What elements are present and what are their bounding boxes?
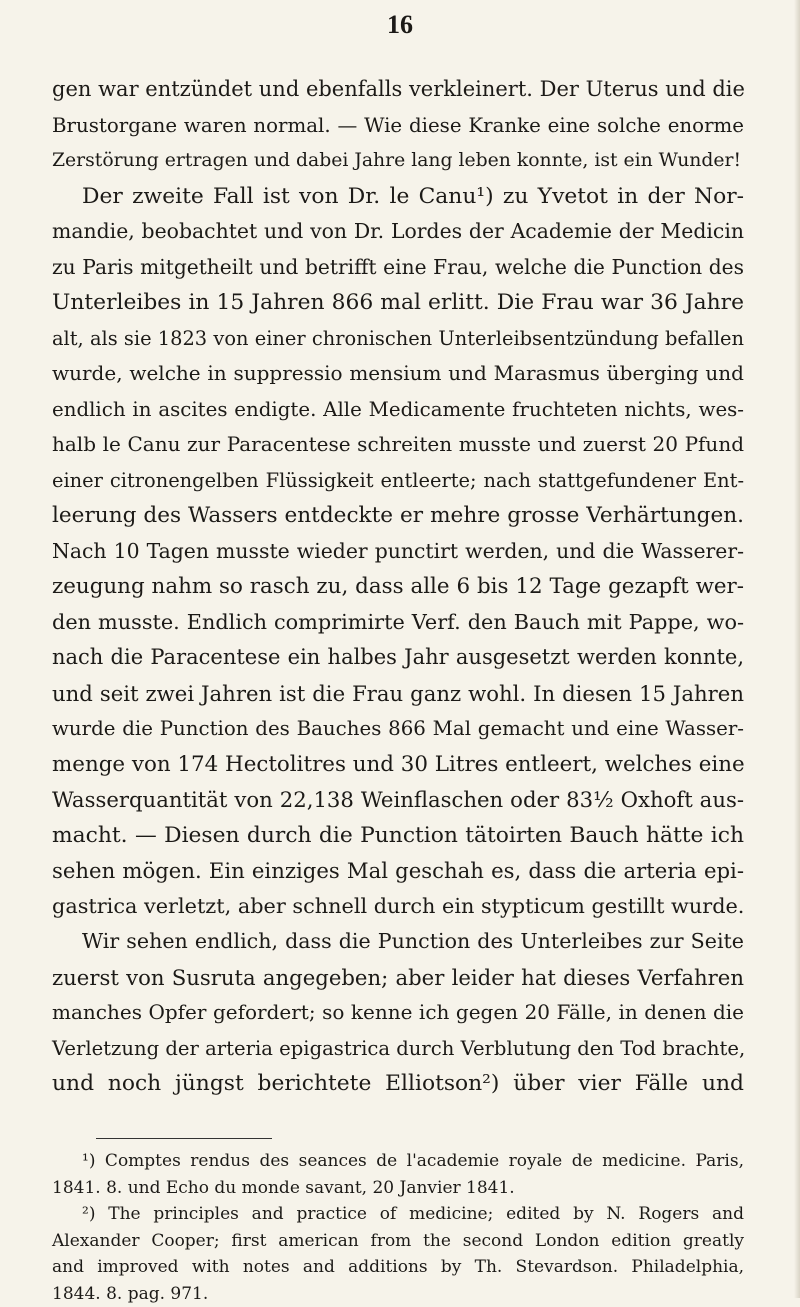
main-text [52, 72, 744, 1102]
text-line: alt, als sie 1823 von einer chronischen Unterleibsentzündung befallen [52, 321, 744, 357]
text-line: Nach 10 Tagen musste wieder punctirt werden, und die Wasserer- [52, 534, 744, 570]
text-line: Verletzung der arteria epigastrica durch Verblutung den Tod brachte, [52, 1031, 744, 1067]
footnote-divider [96, 1138, 272, 1139]
text-line: Wasserquantität von 22,138 Weinflaschen oder 83½ Oxhoft aus- [52, 782, 744, 818]
text-line: und seit zwei Jahren ist die Frau ganz wohl. In diesen 15 Jahren [52, 676, 744, 712]
text-line: und noch jüngst berichtete Elliotson²) über vier Fälle und [52, 1066, 744, 1102]
text-line: wurde die Punction des Bauches 866 Mal gemacht und eine Wasser- [52, 711, 744, 747]
footnote-line: Alexander Cooper; first american from the second London edition greatly [52, 1228, 744, 1255]
text-line: den musste. Endlich comprimirte Verf. den Bauch mit Pappe, wo- [52, 605, 744, 641]
text-line: menge von 174 Hectolitres und 30 Litres entleert, welches eine [52, 747, 744, 783]
text-line: nach die Paracentese ein halbes Jahr ausgesetzt werden konnte, [52, 640, 744, 676]
text-line: zuerst von Susruta angegeben; aber leider hat dieses Verfahren [52, 960, 744, 996]
text-line: halb le Canu zur Paracentese schreiten musste und zuerst 20 Pfund [52, 427, 744, 463]
text-line: wurde, welche in suppressio mensium und Marasmus überging und [52, 356, 744, 392]
footnote-line: 1841. 8. und Echo du monde savant, 20 Janvier 1841. [52, 1175, 744, 1202]
text-line: sehen mögen. Ein einziges Mal geschah es, dass die arteria epi- [52, 853, 744, 889]
page-number: 16 [0, 10, 800, 40]
page-edge-shadow [794, 0, 800, 1298]
footnote-line: 1844. 8. pag. 971. [52, 1281, 744, 1307]
footnote-line: ²) The principles and practice of medicine; edited by N. Rogers and [52, 1201, 744, 1228]
text-line: manches Opfer gefordert; so kenne ich gegen 20 Fälle, in denen die [52, 995, 744, 1031]
text-line: mandie, beobachtet und von Dr. Lordes der Academie der Medicin [52, 214, 744, 250]
text-line: Unterleibes in 15 Jahren 866 mal erlitt. Die Frau war 36 Jahre [52, 285, 744, 321]
footnote-line: and improved with notes and additions by Th. Stevardson. Philadelphia, [52, 1254, 744, 1281]
text-line: Der zweite Fall ist von Dr. le Canu¹) zu Yvetot in der Nor- [52, 179, 744, 215]
footnotes [52, 1148, 744, 1307]
text-line: Zerstörung ertragen und dabei Jahre lang leben konnte, ist ein Wunder! [52, 143, 744, 179]
text-line: gastrica verletzt, aber schnell durch ein stypticum gestillt wurde. [52, 889, 744, 925]
text-line: Wir sehen endlich, dass die Punction des Unterleibes zur Seite [52, 924, 744, 960]
text-line: macht. — Diesen durch die Punction tätoirten Bauch hätte ich [52, 818, 744, 854]
text-line: einer citronengelben Flüssigkeit entleerte; nach stattgefundener Ent- [52, 463, 744, 499]
text-line: zu Paris mitgetheilt und betrifft eine Frau, welche die Punction des [52, 250, 744, 286]
text-line: gen war entzündet und ebenfalls verkleinert. Der Uterus und die [52, 72, 744, 108]
text-line: Brustorgane waren normal. — Wie diese Kranke eine solche enorme [52, 108, 744, 144]
text-line: endlich in ascites endigte. Alle Medicamente fruchteten nichts, wes- [52, 392, 744, 428]
text-line: zeugung nahm so rasch zu, dass alle 6 bis 12 Tage gezapft wer- [52, 569, 744, 605]
footnote-line: ¹) Comptes rendus des seances de l'academie royale de medicine. Paris, [52, 1148, 744, 1175]
text-line: leerung des Wassers entdeckte er mehre grosse Verhärtungen. [52, 498, 744, 534]
